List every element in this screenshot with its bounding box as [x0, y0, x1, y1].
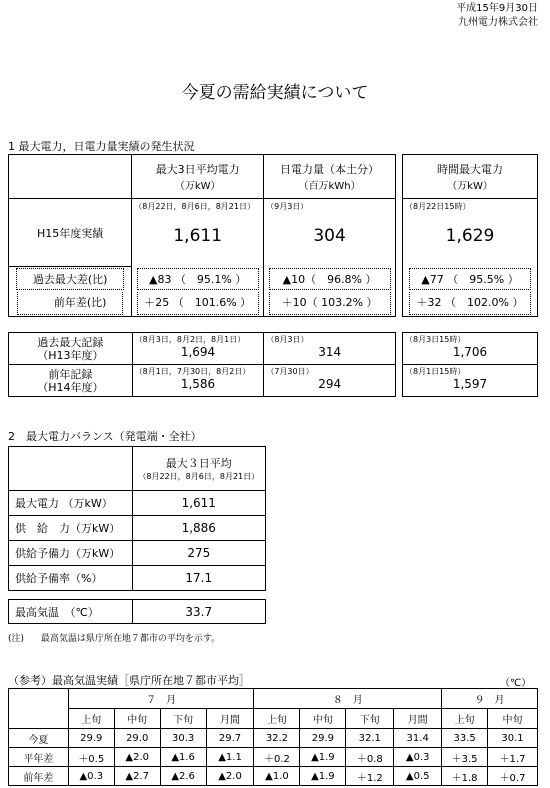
- col2-dates: （9月3日）: [266, 202, 309, 211]
- section1-main-table: [8, 154, 396, 317]
- table-cell: ▲2.0: [206, 767, 254, 786]
- subcol-header: 中旬: [488, 709, 538, 729]
- records-table: [8, 332, 396, 397]
- col2-prev-cell: [264, 291, 396, 317]
- page-title: 今夏の需給実績について: [181, 83, 369, 103]
- temperature-table: [8, 599, 266, 624]
- record-col3-value: 1,597: [452, 377, 488, 391]
- table-cell: ▲1.9: [300, 748, 346, 767]
- issue-date: 平成15年9月30日: [456, 3, 538, 14]
- col1-header: [132, 155, 264, 199]
- col3-h15-cell: [403, 199, 538, 267]
- table-cell: ▲2.0: [114, 748, 160, 767]
- subcol-header: 中旬: [300, 709, 346, 729]
- subcol-header: 月間: [394, 709, 442, 729]
- col2-past-cell: [264, 267, 396, 291]
- col1-h15-cell: [132, 199, 264, 267]
- col1-prev-cell: [132, 291, 264, 317]
- record-col3-dates: （8月3日15時）: [405, 335, 466, 344]
- table-cell: ＋0.8: [346, 748, 394, 767]
- h15-label-cell: [9, 199, 132, 267]
- table-cell: ＋3.5: [442, 748, 488, 767]
- section3-heading: （参考）最高気温実績［県庁所在地７都市平均］: [8, 674, 250, 687]
- balance-row-label: 供 給 力（万kW）: [9, 516, 133, 541]
- table-cell: 33.5: [442, 729, 488, 748]
- table-row: [9, 767, 538, 786]
- table-cell: 30.3: [160, 729, 206, 748]
- col2-value: 304: [313, 226, 346, 246]
- col1-past: ▲83 （ 95.1% ）: [137, 268, 259, 290]
- record-col1-value: 1,586: [180, 377, 216, 391]
- table-cell: ▲2.7: [114, 767, 160, 786]
- col1-title: 最大3日平均電力: [155, 163, 240, 176]
- table-cell: ＋1.7: [488, 748, 538, 767]
- table-cell: 32.2: [254, 729, 300, 748]
- prev-year-label-cell: [9, 291, 132, 317]
- note-mark: (注): [8, 634, 25, 644]
- record-col1-value: 1,694: [180, 345, 216, 359]
- blank-header-cell: [9, 447, 133, 491]
- record-label: 前年記録: [48, 367, 93, 381]
- temp-unit: （℃）: [500, 678, 532, 689]
- table-cell: ▲1.1: [206, 748, 254, 767]
- record-col1-cell: [132, 333, 264, 365]
- col3-unit: （万kW）: [447, 181, 493, 192]
- past-max-label: 過去最大差(比): [16, 268, 125, 290]
- table-cell: ▲0.3: [394, 748, 442, 767]
- subcol-header: 上旬: [442, 709, 488, 729]
- blank-corner-cell: [9, 689, 69, 729]
- col3-title: 時間最大電力: [437, 163, 503, 176]
- subcol-header: 中旬: [114, 709, 160, 729]
- col1-value: 1,611: [173, 226, 223, 246]
- table-cell: 29.9: [68, 729, 114, 748]
- table-cell: ▲2.6: [160, 767, 206, 786]
- records-hourly-table: [402, 332, 538, 397]
- section1-heading: 1 最大電力，日電力量実績の発生状況: [8, 140, 195, 153]
- max-temp-label: 最高気温 （℃）: [9, 600, 133, 624]
- table-cell: ▲1.9: [300, 767, 346, 786]
- balance-row-value: 1,886: [132, 516, 265, 541]
- past-max-label-cell: [9, 267, 132, 291]
- record-col1-cell: [132, 365, 264, 397]
- record-row-past: [9, 333, 396, 365]
- row-label: 今夏: [9, 729, 69, 748]
- col1-unit: （万kW）: [174, 181, 221, 192]
- table-row: [9, 748, 538, 767]
- col3-past: ▲77 （ 95.5% ）: [409, 268, 531, 290]
- subcol-header: 上旬: [254, 709, 300, 729]
- balance-row-label: 最大電力 （万kW）: [9, 491, 133, 516]
- max-temp-value: 33.7: [132, 600, 265, 624]
- record-col3-cell: [403, 333, 538, 365]
- record-col3-value: 1,706: [452, 345, 488, 359]
- prev-year-label: 前年差(比): [17, 292, 124, 315]
- record-label-cell: [9, 333, 133, 365]
- h15-label: H15年度実績: [36, 227, 104, 240]
- table-cell: 30.1: [488, 729, 538, 748]
- record-year: （H14年度）: [37, 380, 104, 394]
- col2-h15-cell: [264, 199, 396, 267]
- record-year: （H13年度）: [37, 348, 104, 362]
- table-cell: ＋1.2: [346, 767, 394, 786]
- row-label: 平年差: [9, 748, 69, 767]
- table-cell: 31.4: [394, 729, 442, 748]
- table-cell: 32.1: [346, 729, 394, 748]
- table-cell: 29.0: [114, 729, 160, 748]
- col2-past: ▲10（ 96.8% ）: [269, 268, 391, 290]
- note-text: 最高気温は県庁所在地７都市の平均を示す。: [40, 634, 221, 644]
- table-cell: ▲1.6: [160, 748, 206, 767]
- balance-table: [8, 446, 266, 591]
- balance-col-header: [132, 447, 265, 491]
- temperature-history-table: [8, 688, 538, 786]
- subcol-header: 月間: [206, 709, 254, 729]
- balance-col-dates: （8月22日，8月6日，8月21日）: [138, 472, 260, 481]
- balance-col-title: 最大３日平均: [165, 457, 232, 470]
- record-col3-dates: （8月1日15時）: [405, 367, 466, 376]
- col3-header: [403, 155, 538, 199]
- table-cell: ＋0.7: [488, 767, 538, 786]
- balance-row: [9, 566, 266, 591]
- col1-past-cell: [132, 267, 264, 291]
- month-july: ７ 月: [68, 689, 254, 709]
- balance-row-label: 供給予備力（万kW）: [9, 541, 133, 566]
- col1-dates: （8月22日，8月6日，8月21日）: [134, 202, 255, 211]
- record-col2-value: 314: [318, 345, 342, 359]
- col3-past-cell: [403, 267, 538, 291]
- col3-prev: ＋32 （ 102.0% ）: [409, 292, 531, 315]
- col3-value: 1,629: [445, 226, 495, 246]
- subcol-header: 上旬: [68, 709, 114, 729]
- section1-hourly-table: [402, 154, 538, 317]
- record-col1-dates: （8月1日，7月30日，8月2日）: [134, 367, 251, 376]
- table-cell: ▲1.0: [254, 767, 300, 786]
- table-cell: 29.9: [300, 729, 346, 748]
- table-cell: ▲0.3: [68, 767, 114, 786]
- table-cell: ＋1.8: [442, 767, 488, 786]
- col3-prev-cell: [403, 291, 538, 317]
- balance-row-value: 1,611: [132, 491, 265, 516]
- blank-header-cell: [9, 155, 132, 199]
- balance-row-label: 供給予備率（%）: [9, 566, 133, 591]
- col2-header: [264, 155, 396, 199]
- record-col2-cell: [264, 333, 396, 365]
- record-col2-dates: （7月30日）: [266, 367, 314, 376]
- col2-title: 日電力量（本土分）: [280, 163, 380, 176]
- col1-prev: ＋25 （ 101.6% ）: [137, 292, 259, 315]
- balance-row-value: 275: [132, 541, 265, 566]
- record-row-prev: [9, 365, 396, 397]
- subcol-header: 下旬: [346, 709, 394, 729]
- record-col2-value: 294: [318, 377, 342, 391]
- col3-dates: （8月22日15時）: [405, 202, 471, 211]
- balance-row-value: 17.1: [132, 566, 265, 591]
- table-row: [9, 729, 538, 748]
- note: [8, 631, 220, 644]
- subcol-header: 下旬: [160, 709, 206, 729]
- record-col2-dates: （8月3日）: [266, 335, 309, 344]
- record-label: 過去最大記録: [37, 335, 104, 349]
- record-col1-dates: （8月3日，8月2日，8月1日）: [134, 335, 246, 344]
- month-august: ８ 月: [254, 689, 442, 709]
- table-cell: ＋0.2: [254, 748, 300, 767]
- col2-prev: ＋10（ 103.2% ）: [269, 292, 391, 315]
- table-cell: ▲0.5: [394, 767, 442, 786]
- company-name: 九州電力株式会社: [458, 17, 538, 28]
- table-cell: ＋0.5: [68, 748, 114, 767]
- month-september: ９ 月: [442, 689, 538, 709]
- col2-unit: （百万kWh）: [298, 181, 361, 192]
- row-label: 前年差: [9, 767, 69, 786]
- balance-row: [9, 491, 266, 516]
- record-col3-cell: [403, 365, 538, 397]
- balance-row: [9, 516, 266, 541]
- table-cell: 29.7: [206, 729, 254, 748]
- balance-row: [9, 541, 266, 566]
- record-col2-cell: [264, 365, 396, 397]
- record-label-cell: [9, 365, 133, 397]
- section2-heading: 2 最大電力バランス（発電端・全社）: [8, 430, 202, 443]
